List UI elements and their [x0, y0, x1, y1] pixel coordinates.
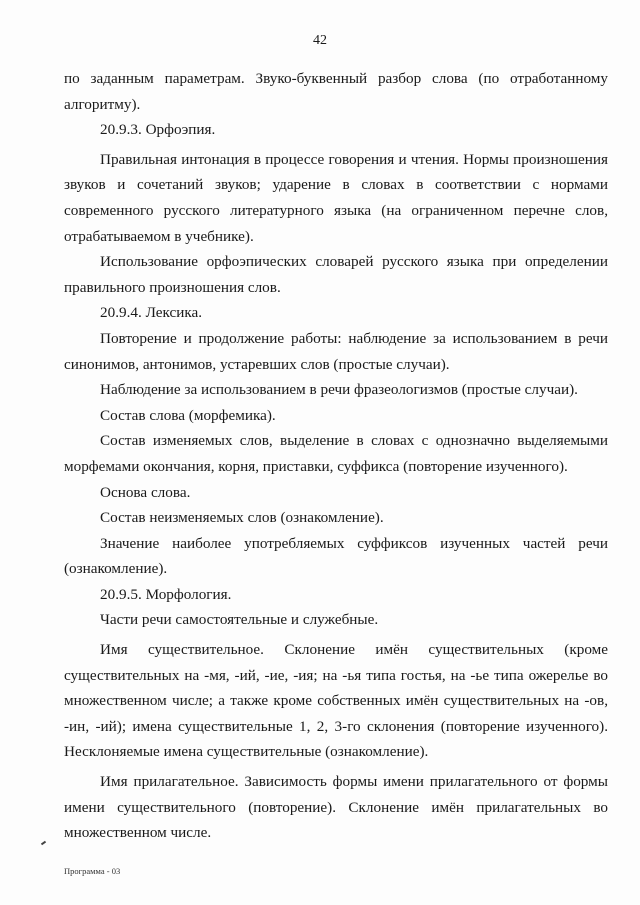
paragraph: Части речи самостоятельные и служебные.: [100, 611, 379, 629]
paragraph: Имя существительное. Склонение имён существительных (кроме существительных на -мя, -ий, -ие, -ия; на -ья типа гостья, на -ье типа ожерелье во множественном числе; а также кроме собственных имён существительных на -ов, -ин, -ий); имена существительные 1, 2, 3-го склонения (повторение изученного). Несклоняемые имена существительные (ознакомление).: [64, 641, 608, 761]
section-heading-orthoepy: 20.9.3. Орфоэпия.: [100, 121, 216, 139]
paragraph: Состав изменяемых слов, выделение в словах с однозначно выделяемыми морфемами окончания, корня, приставки, суффикса (повторение изученного).: [64, 432, 608, 475]
paragraph: Правильная интонация в процессе говорения и чтения. Нормы произношения звуков и сочетаний звуков; ударение в словах в соответствии с нормами современного русского литературного языка (на ограниченном перечне слов, отрабатываемом в учебнике).: [64, 150, 608, 245]
paragraph: Значение наиболее употребляемых суффиксов изученных частей речи (ознакомление).: [64, 534, 608, 578]
document-body: [64, 66, 608, 846]
paragraph: Использование орфоэпических словарей русского языка при определении правильного произношения слов.: [64, 253, 608, 296]
paragraph: Состав неизменяемых слов (ознакомление).: [100, 509, 384, 527]
paragraph: Состав слова (морфемика).: [100, 406, 276, 424]
paragraph: Имя прилагательное. Зависимость формы имени прилагательного от формы имени существительного (повторение). Склонение имён прилагательных во множественном числе.: [64, 773, 608, 842]
paragraph: по заданным параметрам. Звуко-буквенный разбор слова (по отработанному алгоритму).: [64, 70, 608, 113]
pen-mark: [41, 841, 46, 846]
paragraph: Наблюдение за использованием в речи фразеологизмов (простые случаи).: [100, 381, 578, 399]
paragraph: Повторение и продолжение работы: наблюдение за использованием в речи синонимов, антонимов, устаревших слов (простые случаи).: [64, 329, 608, 373]
section-heading-morphology: 20.9.5. Морфология.: [100, 585, 232, 603]
footer-label: Программа - 03: [64, 866, 121, 876]
page-number: 42: [313, 33, 327, 48]
paragraph: Основа слова.: [100, 483, 191, 501]
section-heading-lexicon: 20.9.4. Лексика.: [100, 304, 203, 322]
